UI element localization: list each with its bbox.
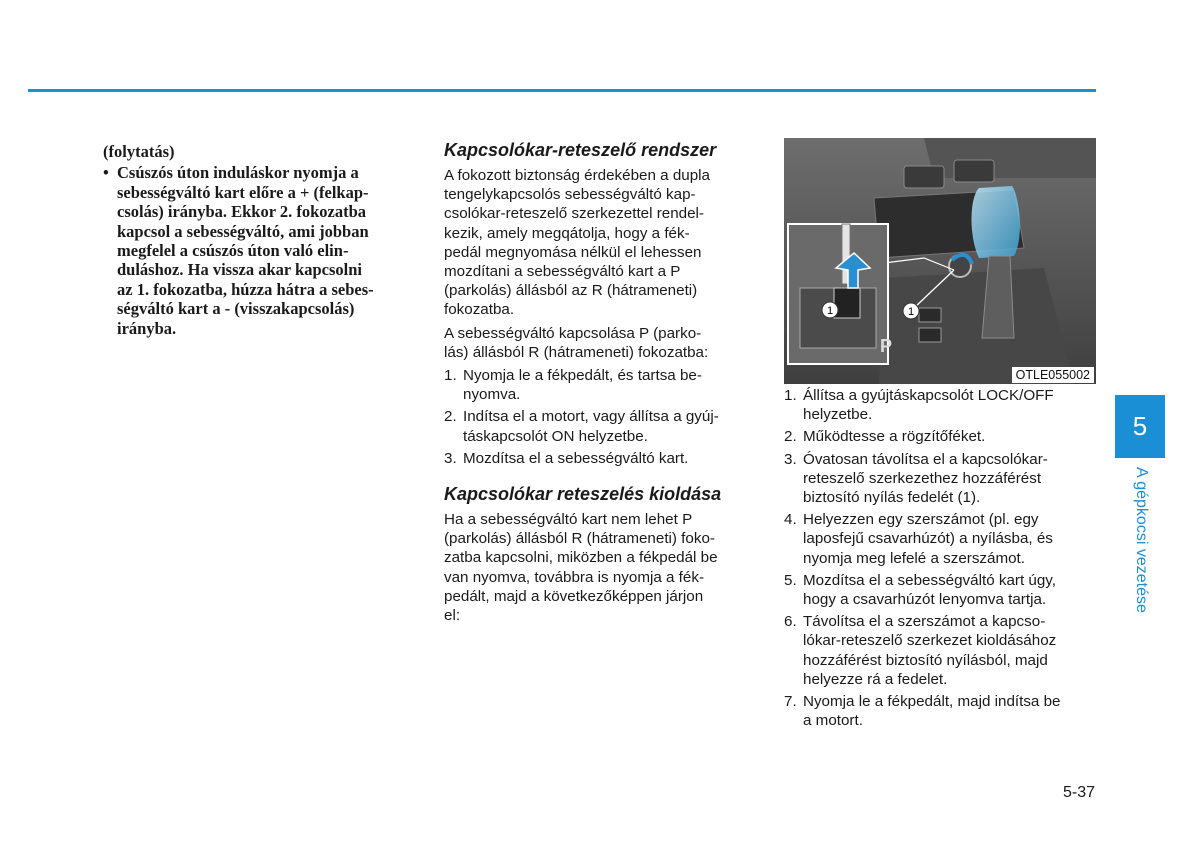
bullet-line: csolás) irányba. Ekkor 2. fokozatba [117, 202, 367, 222]
text-line: fokozatba. [444, 301, 515, 319]
text-line: Távolítsa el a szerszámot a kapcso- [803, 613, 1046, 631]
left-column [103, 142, 417, 338]
shift-lever-illustration [784, 138, 1096, 384]
section-title-release: Kapcsolókar reteszelés kioldása [444, 484, 722, 505]
step-number: 2. [784, 428, 797, 446]
bullet-line: irányba. [117, 318, 177, 338]
text-line: hozzáférést biztosító nyílásból, majd [803, 651, 1048, 669]
bullet-line: Csúszós úton induláskor nyomja a [117, 163, 359, 183]
list-item [784, 571, 1096, 609]
step-number: 6. [784, 613, 797, 631]
text-line: Mozdítsa el a sebességváltó kart úgy, [803, 571, 1056, 589]
text-line: biztosító nyílás fedelét (1). [803, 489, 981, 507]
text-line: csolókar-reteszelő szerkezettel rendel- [444, 205, 704, 223]
right-column [784, 386, 1096, 733]
bullet-line: megfelel a csúszós úton való elin- [117, 241, 349, 261]
text-line: van nyomva, továbbra is nyomja a fék- [444, 568, 704, 586]
text-line: Indítsa el a motort, vagy állítsa a gyúj- [463, 408, 719, 426]
list-item [784, 386, 1096, 424]
bullet-line: duláshoz. Ha vissza akar kapcsolni [117, 260, 362, 280]
text-line: nyomva. [463, 386, 521, 404]
text-line: pedál megnyomása nélkül el lehessen [444, 243, 702, 261]
list-item [444, 449, 756, 468]
bullet-line: az 1. fokozatba, húzza hátra a sebes- [117, 279, 374, 299]
text-line: pedált, majd a következőképpen járjon [444, 587, 704, 605]
list-item [444, 407, 756, 445]
step-number: 3. [444, 449, 457, 467]
release-paragraph [444, 510, 756, 625]
text-line: Mozdítsa el a sebességváltó kart. [463, 449, 689, 467]
chapter-title [1128, 467, 1152, 637]
step-number: 3. [784, 450, 797, 468]
text-line: A sebességváltó kapcsolása P (parko- [444, 324, 702, 342]
text-line: helyzetbe. [803, 406, 873, 424]
bullet-line: ségváltó kart a - (visszakapcsolás) [117, 299, 355, 319]
lead-paragraph [444, 324, 756, 362]
text-line: Nyomja le a fékpedált, és tartsa be- [463, 367, 702, 385]
text-line: (parkolás) állásból az R (hátrameneti) [444, 282, 698, 300]
step-number: 1. [444, 367, 457, 385]
text-line: zatba kapcsolni, miközben a fékpedál be [444, 549, 718, 567]
list-item [444, 366, 756, 404]
text-line: reteszelő szerkezethez hozzáférést [803, 469, 1042, 487]
list-item [784, 612, 1096, 689]
chapter-title-text: A gépkocsi vezetése [1133, 467, 1150, 613]
continued-label: (folytatás) [103, 142, 175, 161]
text-line: helyezze rá a fedelet. [803, 670, 948, 688]
header-rule [28, 89, 1096, 92]
text-line: laposfejű csavarhúzót) a nyílásba, és [803, 530, 1053, 548]
text-line: lókar-reteszelő szerkezet kioldásához [803, 632, 1057, 650]
text-line: (parkolás) állásból R (hátrameneti) foko- [444, 530, 715, 548]
text-line: Ha a sebességváltó kart nem lehet P [444, 511, 693, 529]
text-line: lás) állásból R (hátrameneti) fokozatba: [444, 343, 709, 361]
step-number: 1. [784, 387, 797, 404]
bullet-line: sebességváltó kart előre a + (felkap- [117, 182, 369, 202]
middle-column [444, 138, 756, 629]
text-line: tengelykapcsolós sebességváltó kap- [444, 186, 696, 204]
text-line: Működtesse a rögzítőféket. [803, 428, 986, 446]
text-line: Helyezzen egy szerszámot (pl. egy [803, 511, 1039, 529]
bullet-dot: • [103, 163, 109, 183]
shift-steps-list [444, 366, 756, 468]
step-number: 4. [784, 511, 797, 529]
text-line: nyomja meg lefelé a szerszámot. [803, 549, 1025, 567]
text-line: táskapcsolót ON helyzetbe. [463, 427, 648, 445]
step-number: 2. [444, 408, 457, 426]
text-line: kezik, amely megqátolja, hogy a fék- [444, 224, 690, 242]
gear-knob [972, 186, 1020, 258]
text-line: Nyomja le a fékpedált, majd indítsa be [803, 693, 1061, 711]
text-line: Állítsa a gyújtáskapcsolót LOCK/OFF [803, 387, 1054, 404]
page-number: 5-37 [1062, 784, 1095, 801]
text-line: a motort. [803, 712, 863, 730]
step-number: 5. [784, 571, 797, 589]
bullet-line: kapcsol a sebességváltó, ami jobban [117, 221, 369, 241]
image-code: OTLE055002 [1012, 367, 1094, 383]
text-line: A fokozott biztonság érdekében a dupla [444, 167, 710, 184]
step-number: 7. [784, 693, 797, 711]
chapter-tab[interactable]: 5 [1115, 395, 1165, 458]
text-line: hogy a csavarhúzót lenyomva tartja. [803, 591, 1047, 609]
text-line: Óvatosan távolítsa el a kapcsolókar- [803, 450, 1048, 468]
console-drawing [784, 138, 1096, 384]
list-item [784, 427, 1096, 446]
text-line: el: [444, 607, 461, 625]
release-steps-list [784, 386, 1096, 730]
gear-letter: P [880, 336, 893, 356]
list-item [784, 510, 1096, 568]
bullet-item [103, 163, 417, 338]
list-item [784, 692, 1096, 730]
callout-number: 1 [826, 305, 834, 317]
list-item [784, 450, 1096, 508]
section-title-shift-lock: Kapcsolókar-reteszelő rendszer [444, 140, 717, 160]
callout-number: 1 [907, 306, 915, 318]
intro-paragraph [444, 166, 756, 320]
text-line: mozdítani a sebességváltó kart a P [444, 263, 681, 281]
